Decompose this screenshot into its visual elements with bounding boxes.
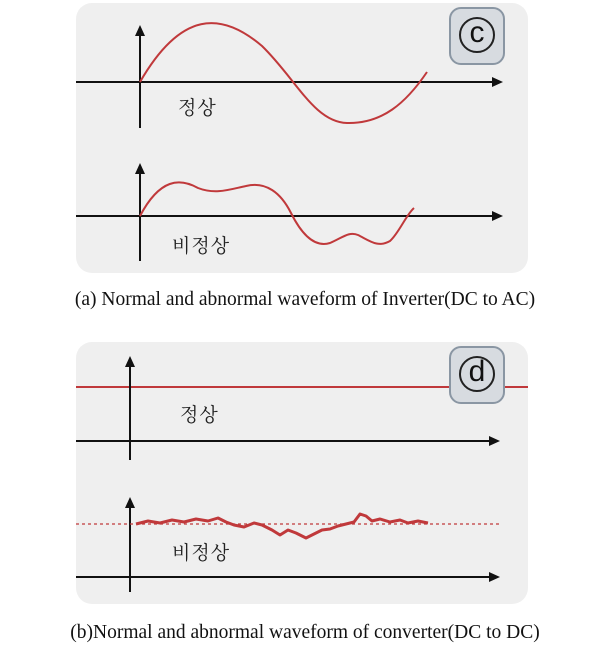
abnormal-label: 비정상 bbox=[172, 235, 231, 257]
abnormal-noisy-dc bbox=[136, 514, 428, 538]
normal-label: 정상 bbox=[180, 404, 219, 426]
abnormal-label: 비정상 bbox=[172, 542, 231, 564]
caption-a: (a) Normal and abnormal waveform of Inverter(DC to AC) bbox=[74, 289, 536, 310]
abnormal-x-axis-arrow bbox=[489, 572, 500, 582]
normal-x-axis-arrow bbox=[489, 436, 500, 446]
abnormal-y-axis-arrow bbox=[125, 497, 135, 508]
abnormal-y-axis-arrow bbox=[135, 163, 145, 174]
normal-y-axis-arrow bbox=[135, 25, 145, 36]
panel-c-letter: c bbox=[459, 17, 495, 53]
normal-y-axis-arrow bbox=[125, 356, 135, 367]
panel-d-badge bbox=[449, 346, 505, 404]
panel-c-badge bbox=[449, 7, 505, 65]
abnormal-x-axis-arrow bbox=[492, 211, 503, 221]
normal-x-axis-arrow bbox=[492, 77, 503, 87]
panel-d-letter: d bbox=[459, 356, 495, 392]
caption-b: (b)Normal and abnormal waveform of converter(DC to DC) bbox=[70, 622, 540, 643]
inverter-waveform-panel bbox=[76, 3, 528, 273]
normal-label: 정상 bbox=[178, 97, 217, 119]
converter-waveform-panel bbox=[76, 342, 528, 604]
